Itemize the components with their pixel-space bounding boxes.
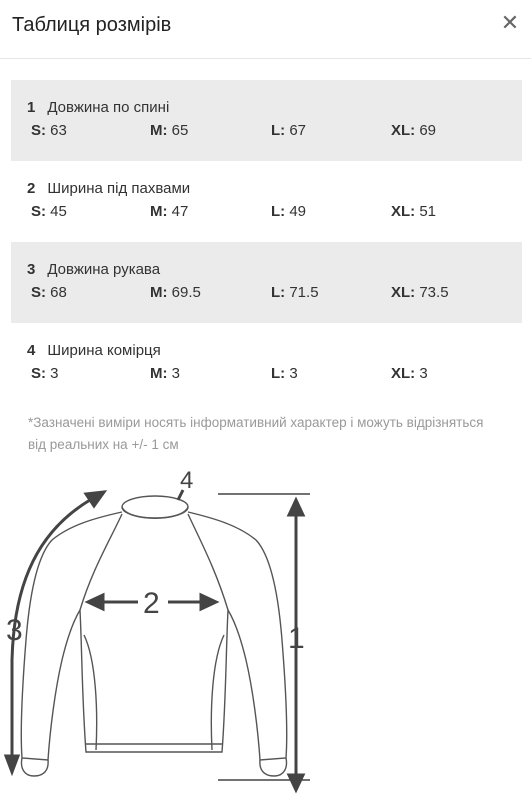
size-xl: XL: 73.5 — [391, 284, 449, 301]
cuff-right — [260, 758, 287, 776]
size-row — [11, 161, 522, 242]
size-l: L: 67 — [271, 122, 307, 139]
measure-title — [27, 342, 161, 359]
collar-neckline — [122, 507, 188, 518]
size-xl: XL: 69 — [391, 122, 437, 139]
size-l: L: 3 — [271, 365, 298, 382]
size-s: S: 63 — [31, 122, 67, 139]
size-row — [11, 242, 522, 323]
chest-arrow-left — [88, 595, 103, 609]
measure-number: 3 — [27, 261, 36, 278]
length-arrow-top — [289, 500, 303, 515]
side-panel-left — [84, 635, 97, 750]
measure-number: 4 — [27, 342, 36, 359]
measurement-note: *Зазначені виміри носять інформативний характер і можуть відрізняться від реальних на +/- 1 см — [28, 415, 484, 452]
measure-label: Довжина по спині — [47, 99, 170, 116]
chest-arrow-right — [201, 595, 216, 609]
size-xl: XL: 3 — [391, 365, 428, 382]
size-s: S: 3 — [31, 365, 59, 382]
size-row — [11, 323, 522, 404]
side-panel-right — [211, 635, 224, 750]
raglan-seam-right — [188, 514, 228, 610]
measure-label: Ширина комірця — [47, 342, 161, 359]
size-l: L: 49 — [271, 203, 307, 220]
measure-label: Довжина рукава — [47, 261, 161, 278]
length-arrow-bottom — [289, 775, 303, 790]
size-m: M: 69.5 — [150, 284, 201, 301]
size-m: M: 3 — [150, 365, 181, 382]
measure-number: 1 — [27, 99, 36, 116]
size-m: M: 47 — [150, 203, 189, 220]
size-xl: XL: 51 — [391, 203, 437, 220]
sleeve-arrow-top — [86, 492, 104, 506]
dialog-header — [0, 0, 531, 59]
label-2: 2 — [143, 587, 160, 620]
size-s: S: 45 — [31, 203, 67, 220]
label-3: 3 — [6, 614, 23, 647]
measure-title — [27, 99, 169, 116]
measure-title — [27, 180, 190, 197]
measure-label: Ширина під пахвами — [47, 180, 191, 197]
label-4: 4 — [180, 467, 194, 494]
cuff-left — [22, 758, 49, 776]
long-sleeve-shirt-diagram-icon — [0, 460, 531, 800]
dialog-title: Таблиця розмірів — [12, 14, 172, 36]
size-row — [11, 80, 522, 161]
measure-number: 2 — [27, 180, 36, 197]
close-icon[interactable]: ✕ — [500, 10, 520, 35]
shirt-outline — [21, 512, 287, 760]
size-table — [11, 80, 522, 404]
size-s: S: 68 — [31, 284, 67, 301]
size-l: L: 71.5 — [271, 284, 319, 301]
measure-title — [27, 261, 160, 278]
label-1: 1 — [288, 622, 305, 655]
sleeve-arrow-bottom — [6, 756, 18, 772]
size-m: M: 65 — [150, 122, 189, 139]
